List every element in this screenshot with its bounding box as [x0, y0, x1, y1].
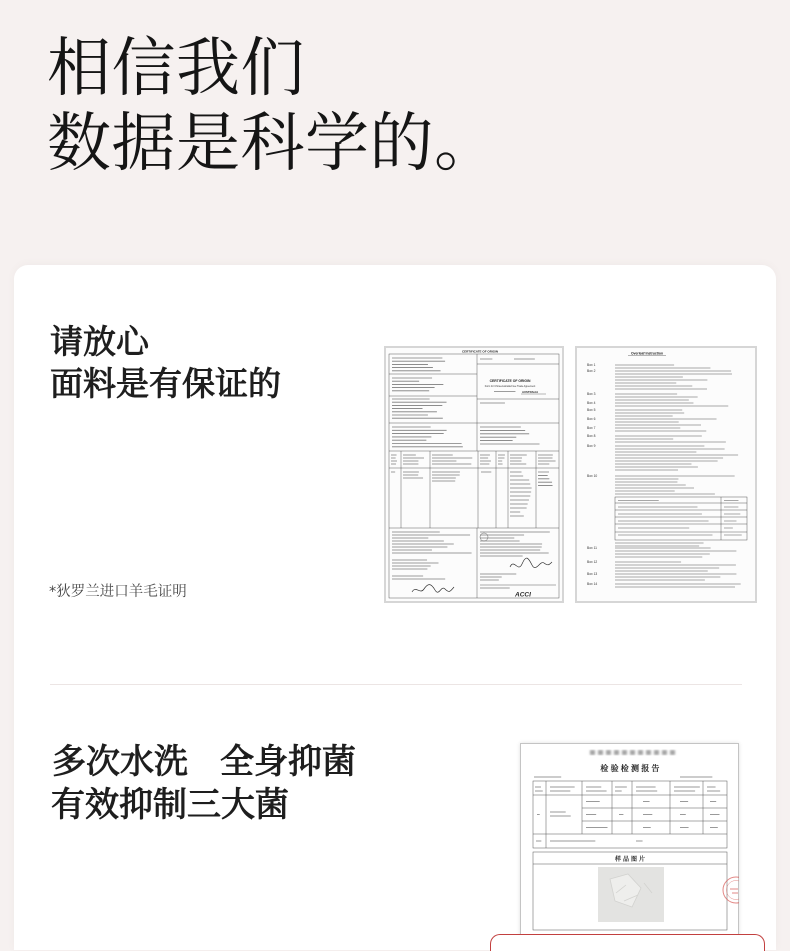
certificate-title: CERTIFICATE OF ORIGIN [489, 379, 531, 383]
red-highlight-box [490, 934, 765, 951]
certificate-of-origin-document [384, 346, 564, 603]
overleaf-instruction-document [575, 346, 757, 603]
hero-heading [47, 32, 499, 182]
instruction-box-label: Box 14 [587, 582, 598, 586]
instruction-box-label: Box 3 [587, 392, 596, 396]
instruction-box-label: Box 12 [587, 560, 598, 564]
antibacterial-title-line-2: 有效抑制三大菌 [51, 785, 289, 825]
blurred-lab-name [590, 750, 675, 755]
antibacterial-title-part-1: 多次水洗 [52, 742, 188, 782]
instruction-box-label: Box 7 [587, 426, 596, 430]
instruction-box-label: Box 9 [587, 444, 596, 448]
report-title: 检验检测报告 [600, 764, 662, 773]
certificate-issued-country: AUSTRALIA [522, 390, 539, 394]
hero-line-1: 相信我们 [47, 32, 305, 106]
instruction-box-label: Box 8 [587, 434, 596, 438]
instruction-box-label: Box 2 [587, 369, 596, 373]
hero-line-2: 数据是科学的。 [47, 107, 499, 181]
instruction-box-label: Box 6 [587, 417, 596, 421]
inspection-report-card [520, 743, 739, 950]
inspection-report-document [520, 743, 739, 950]
acci-logo: ACCI [515, 591, 531, 599]
instruction-box-label: Box 5 [587, 408, 596, 412]
report-sample-label: 样品图片 [614, 856, 648, 863]
instruction-box-label: Box 11 [587, 546, 598, 550]
instruction-box-label: Box 10 [587, 474, 598, 478]
instruction-box-label: Box 4 [587, 401, 596, 405]
wool-certificate-caption: *狄罗兰进口羊毛证明 [49, 584, 187, 600]
instruction-box-label: Box 1 [587, 363, 596, 367]
instruction-box-label: Box 13 [587, 572, 598, 576]
section-divider [50, 684, 742, 685]
certificate-header: CERTIFICATE OF ORIGIN [461, 349, 499, 354]
certificate-form-line: Form for China-Australia Free Trade Agreement [484, 385, 536, 388]
instruction-header: Overleaf Instruction [630, 351, 664, 356]
wool-section-title-line-1: 请放心 [50, 322, 149, 361]
antibacterial-title-part-2: 全身抑菌 [220, 742, 356, 782]
wool-section-title-line-2: 面料是有保证的 [50, 364, 281, 403]
antibacterial-title-line-1 [52, 740, 356, 784]
